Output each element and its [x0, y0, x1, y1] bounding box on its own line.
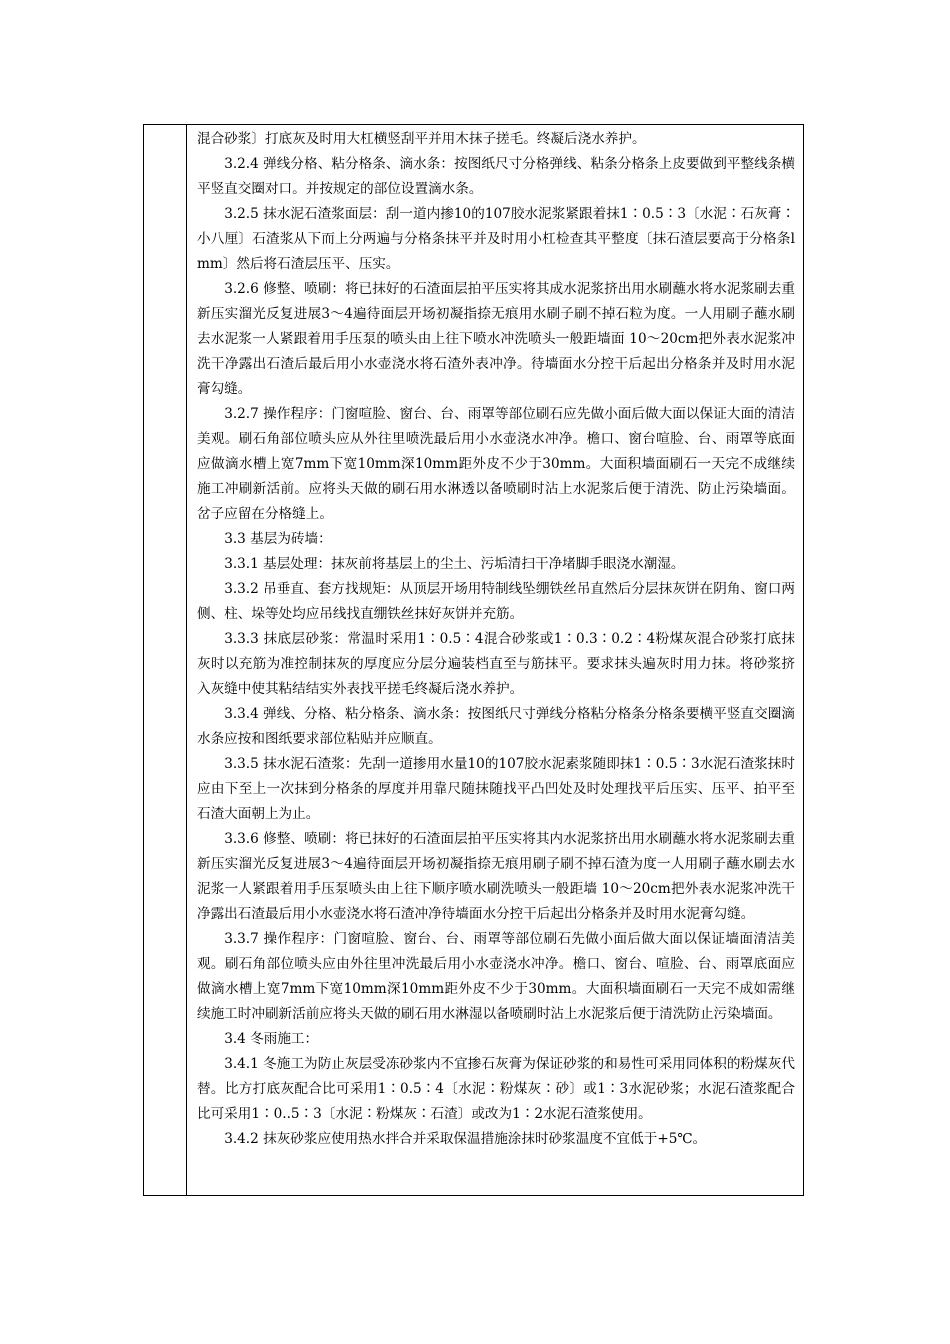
paragraph-3-3-2: 3.3.2 吊垂直、套方找规矩：从顶层开场用特制线坠绷铁丝吊直然后分层抹灰饼在阴角、窗口两侧、柱、垛等处均应吊线找直绷铁丝抹好灰饼并充筋。 — [197, 581, 795, 622]
paragraph-3-4-2: 3.4.2 抹灰砂浆应使用热水拌合并采取保温措施涂抹时砂浆温度不宜低于+5℃。 — [224, 1131, 707, 1147]
paragraph-3-3-5: 3.3.5 抹水泥石渣浆：先刮一道掺用水量10的107胶水泥素浆随即抹1∶0.5∶3水泥石渣浆抹时应由下至上一次抹到分格条的厚度并用靠尺随抹随找平凸凹处及时处理找平后压实、压平、拍平至石渣大面朝上为止。 — [197, 756, 795, 822]
paragraph-3-3-1: 3.3.1 基层处理：抹灰前将基层上的尘土、污垢清扫干净堵脚手眼浇水潮湿。 — [224, 556, 685, 572]
paragraph-3-4-1: 3.4.1 冬施工为防止灰层受冻砂浆内不宜掺石灰膏为保证砂浆的和易性可采用同体积的粉煤灰代替。比方打底灰配合比可采用1∶0.5∶4〔水泥∶粉煤灰∶砂〕或1∶3水泥砂浆；水泥石渣浆配合比可采用1∶0..5∶3〔水泥∶粉煤灰∶石渣〕或改为1∶2水泥石渣浆使用。 — [197, 1056, 795, 1122]
table-content-cell — [187, 125, 803, 1195]
paragraph-3-3-4: 3.3.4 弹线、分格、粘分格条、滴水条：按图纸尺寸弹线分格粘分格条分格条要横平竖直交圈滴水条应按和图纸要求部位粘贴并应顺直。 — [197, 706, 795, 747]
heading-3-4: 3.4 冬雨施工： — [224, 1031, 319, 1047]
paragraph-3-2-6: 3.2.6 修整、喷刷：将已抹好的石渣面层拍平压实将其成水泥浆挤出用水刷蘸水将水泥浆刷去重新压实溜光反复进展3～4遍待面层开场初凝指捺无痕用水刷子刷不掉石粒为度。一人用刷子蘸水刷去水泥浆一人紧跟着用手压泵的喷头由上往下喷水冲洗喷头一般距墙面 10～20cm把外表水泥浆冲洗干净露出石渣后最后用小水壶浇水将石渣外表冲净。待墙面水分控干后起出分格条并及时用水泥膏勾缝。 — [197, 281, 795, 397]
paragraph-3-2-4: 3.2.4 弹线分格、粘分格条、滴水条：按图纸尺寸分格弹线、粘条分格条上皮要做到平整线条横平竖直交圈对口。并按规定的部位设置滴水条。 — [197, 156, 795, 197]
paragraph-3-2-5: 3.2.5 抹水泥石渣浆面层：刮一道内掺10的107胶水泥浆紧跟着抹1∶0.5∶3〔水泥∶石灰膏∶小八厘〕石渣浆从下而上分两遍与分格条抹平并及时用小杠检查其平整度〔抹石渣层要高于分格条lmm〕然后将石渣层压平、压实。 — [197, 206, 795, 272]
paragraph-3-3-7: 3.3.7 操作程序：门窗喧脸、窗台、台、雨罩等部位刷石先做小面后做大面以保证墙面清洁美观。刷石角部位喷头应由外往里冲洗最后用小水壶浇水冲净。檐口、窗台、喧脸、台、雨罩底面应做滴水槽上宽7mm下宽10mm深10mm距外皮不少于30mm。大面积墙面刷石一天完不成如需继续施工时冲刷新活前应将头天做的刷石用水淋湿以备喷刷时沾上水泥浆后便于清洗防止污染墙面。 — [197, 931, 795, 1022]
heading-3-3: 3.3 基层为砖墙： — [224, 531, 332, 547]
table-left-column — [144, 125, 187, 1195]
paragraph-continuation: 混合砂浆〕打底灰及时用大杠横竖刮平并用木抹子搓毛。终凝后浇水养护。 — [197, 131, 646, 147]
paragraph-3-3-6: 3.3.6 修整、喷刷：将已抹好的石渣面层拍平压实将其内水泥浆挤出用水刷蘸水将水泥浆刷去重新压实溜光反复进展3～4遍待面层开场初凝指捺无痕用刷子刷不掉石渣为度一人用刷子蘸水刷去水泥浆一人紧跟着用手压泵喷头由上往下顺序喷水刷洗喷头一般距墙 10～20cm把外表水泥浆冲洗干净露出石渣最后用小水壶浇水将石渣冲净待墙面水分控干后起出分格条并及时用水泥膏勾缝。 — [197, 831, 795, 922]
paragraph-3-3-3: 3.3.3 抹底层砂浆：常温时采用1∶0.5∶4混合砂浆或1∶0.3∶0.2∶4粉煤灰混合砂浆打底抹灰时以充筋为准控制抹灰的厚度应分层分遍装档直至与筋抹平。要求抹头遍灰时用力抹。将砂浆挤入灰缝中使其粘结结实外表找平搓毛终凝后浇水养护。 — [197, 631, 795, 697]
document-table — [143, 124, 804, 1196]
paragraph-3-2-7: 3.2.7 操作程序：门窗喧脸、窗台、台、雨罩等部位刷石应先做小面后做大面以保证大面的清洁美观。刷石角部位喷头应从外往里喷洗最后用小水壶浇水冲净。檐口、窗台喧脸、台、雨罩等底面应做滴水槽上宽7mm下宽10mm深10mm距外皮不少于30mm。大面积墙面刷石一天完不成继续施工冲刷新活前。应将头天做的刷石用水淋透以备喷刷时沾上水泥浆后便于清洗、防止污染墙面。岔子应留在分格缝上。 — [197, 406, 795, 522]
